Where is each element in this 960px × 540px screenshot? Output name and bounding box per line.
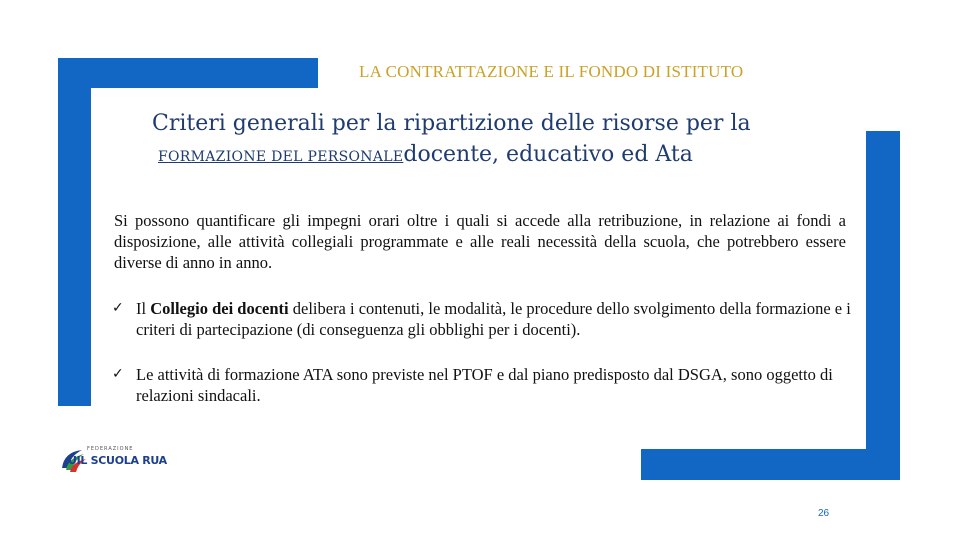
slide-header: LA CONTRATTAZIONE E IL FONDO DI ISTITUTO (359, 62, 744, 81)
frame-bar-left (58, 58, 91, 406)
page-number: 26 (818, 508, 830, 519)
slide-title-line1: Criteri generali per la ripartizione delle risorse per la (152, 111, 751, 136)
slide-title-line2 (158, 142, 858, 167)
frame-bar-bottom-right (641, 449, 900, 480)
bullet-text (136, 298, 852, 340)
title-docente: docente, educativo ed Ata (403, 142, 693, 167)
bullet-prefix: Il (136, 299, 151, 318)
bullet-item (112, 298, 852, 340)
frame-bar-right (866, 131, 900, 480)
logo-name: UIL SCUOLA RUA (68, 454, 167, 467)
bullet-text: Le attività di formazione ATA sono previste nel PTOF e dal piano predisposto dal DSGA, sono oggetto di relazioni sindacali. (136, 365, 833, 405)
bullet-item (112, 364, 852, 406)
bullet-rest: delibera i contenuti, le modalità, le procedure dello svolgimento della formazione e i criteri di partecipazione (di conseguenza gli obblighi per i docenti). (136, 299, 851, 339)
intro-paragraph: Si possono quantificare gli impegni orari oltre i quali si accede alla retribuzione, in relazione ai fondi a disposizione, alle attività collegiali programmate e alle reali necessità della scuola, che potrebbero essere diverse di anno in anno. (114, 211, 846, 272)
checkmark-icon: ✓ (112, 366, 124, 382)
uil-scuola-logo (58, 444, 168, 476)
checkmark-icon: ✓ (112, 300, 124, 316)
frame-bar-top-left (58, 58, 318, 88)
title-formazione: FORMAZIONE DEL PERSONALE (158, 149, 404, 165)
bullet-bold: Collegio dei docenti (150, 299, 289, 318)
logo-federazione: FEDERAZIONE (87, 446, 134, 452)
